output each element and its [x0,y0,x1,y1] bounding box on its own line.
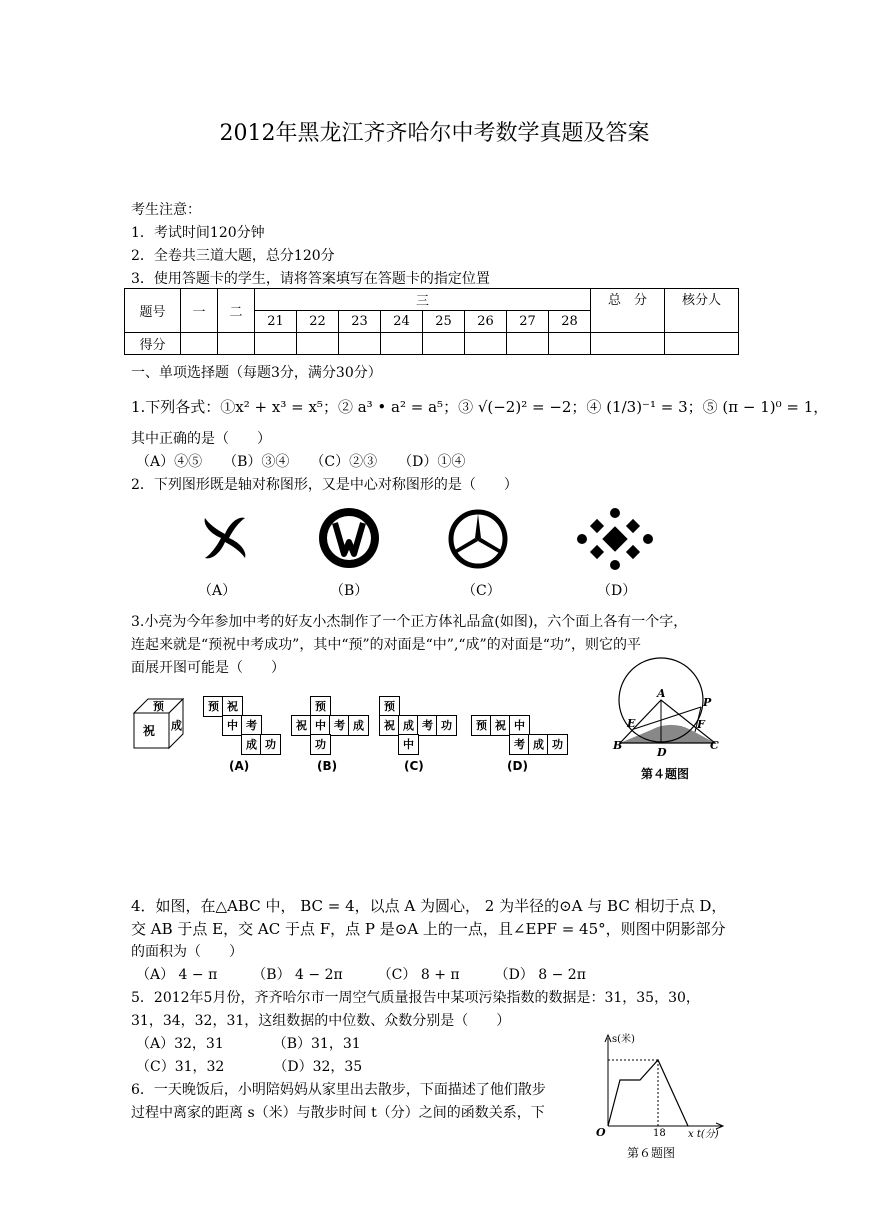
pattern-center-diamond [602,526,627,551]
sub-22: 22 [297,311,339,333]
figure-6-caption: 第６题图 [627,1146,676,1160]
net-cell: 中 [222,715,243,736]
pattern-dot [643,534,653,544]
cube-front-char: 祝 [143,724,156,738]
net-cell: 成 [528,734,549,755]
header-tihao: 题号 [125,289,181,333]
x-axis-label: x t(分) [688,1129,719,1140]
label-f: F [697,718,705,731]
q4-line-2: 交 AB 于点 E，交 AC 于点 F，点 P 是⊙A 上的一点，且∠EPF = 45°，则图中阴影部分 [131,920,726,938]
section-1-heading: 一、单项选择题（每题3分，满分30分） [131,365,382,381]
header-san: 三 [255,289,591,311]
header-check: 核分人 [665,289,739,333]
net-cell: 预 [310,696,331,717]
net-cell: 中 [509,715,530,736]
pinwheel-blade [205,538,225,558]
score-cell [218,333,255,355]
notice-item-2: 2．全卷共三道大题，总分120分 [131,248,335,264]
score-cell [255,333,297,355]
pinwheel-figure-a [190,508,260,568]
notice-item-1: 1．考试时间120分钟 [131,225,265,241]
mercedes-star-figure-c [443,508,513,570]
pattern-diamond [590,545,604,559]
label-a: A [657,687,666,700]
header-yi: 一 [181,289,218,333]
net-label-c: (C) [404,759,424,773]
sub-23: 23 [339,311,381,333]
figure-4-circle-triangle [610,655,730,767]
net-cell: 成 [241,734,262,755]
gift-cube-figure [131,696,187,750]
page-title: 2012年黑龙江齐齐哈尔中考数学真题及答案 [219,121,650,146]
cube-top-char: 预 [153,700,164,713]
distance-curve [608,1060,688,1126]
net-cell: 功 [260,734,281,755]
score-cell [665,333,739,355]
net-cell: 考 [417,715,438,736]
score-cell [507,333,549,355]
sub-28: 28 [549,311,591,333]
net-cell: 祝 [379,715,400,736]
figure-4-caption: 第４题图 [641,767,690,781]
mercedes-arm [475,514,481,541]
net-cell: 祝 [291,715,312,736]
sub-26: 26 [465,311,507,333]
score-table [124,288,739,355]
net-label-a: (A) [229,759,250,773]
row-defen: 得分 [125,333,181,355]
q4-line-3: 的面积为（ ） [131,944,243,960]
net-cell: 预 [379,696,400,717]
vw-inner-disc [327,516,371,560]
header-er: 二 [218,289,255,333]
cube-side-char: 成 [171,719,182,732]
tick-label-18: 18 [653,1128,666,1139]
pattern-dot [610,560,620,570]
net-label-b: (B) [317,759,338,773]
score-cell [549,333,591,355]
q3-line-3: 面展开图可能是（ ） [131,660,285,676]
score-cell [339,333,381,355]
pinwheel-blade [205,518,225,538]
figure-6-distance-time-graph [592,1028,732,1144]
label-c: C [710,739,719,752]
net-label-d: (D) [507,759,528,773]
diamond-pattern-figure-d [572,505,658,575]
q4-line-1: 4．如图，在△ABC 中， BC = 4，以点 A 为圆心， 2 为半径的⊙A 与 BC 相切于点 D， [131,897,727,915]
q1-options: （A）④⑤ （B）③④ （C）②③ （D）①④ [136,454,466,470]
notice-heading: 考生注意： [131,202,201,218]
q6-line-2: 过程中离家的距离 s（米）与散步时间 t（分）之间的函数关系，下 [131,1105,545,1121]
y-axis-label: s(米) [612,1034,635,1045]
q2-label-c: （C） [462,583,501,599]
pattern-dot [577,534,587,544]
q5-options-1: （A）32，31 （B）31，31 [136,1036,361,1052]
sub-24: 24 [381,311,423,333]
net-cell: 成 [348,715,369,736]
q3-line-2: 连起来就是“预祝中考成功”，其中“预”的对面是“中”,“成”的对面是“功”，则它的平 [131,637,642,653]
net-cell: 中 [398,734,419,755]
net-cell: 祝 [222,696,243,717]
score-cell [423,333,465,355]
net-cell: 功 [547,734,568,755]
pinwheel-blade [225,538,245,558]
pattern-diamond [626,519,640,533]
q1-stem: 1.下列各式：①x² + x³ = x⁵；② a³ • a² = a⁵；③ √(−2)² = −2；④ (1/3)⁻¹ = 3；⑤ (π − 1)⁰ = 1， [131,398,829,416]
net-cell: 成 [398,715,419,736]
q2-stem: 2．下列图形既是轴对称图形，又是中心对称图形的是（ ） [131,477,518,493]
net-cell: 祝 [490,715,511,736]
net-cell: 中 [310,715,331,736]
q2-label-d: （D） [597,583,637,599]
score-cell [381,333,423,355]
q5-options-2: （C）31，32 （D）32，35 [136,1059,363,1075]
net-cell: 功 [310,734,331,755]
q3-line-1: 3.小亮为今年参加中考的好友小杰制作了一个正方体礼品盒(如图)，六个面上各有一个字， [131,614,688,630]
net-cell: 预 [471,715,492,736]
score-cell [465,333,507,355]
header-total: 总 分 [591,289,665,333]
pinwheel-blade [225,518,245,538]
net-cell: 考 [329,715,350,736]
origin-label: O [596,1126,606,1139]
label-b: B [613,739,623,752]
pattern-diamond [626,545,640,559]
label-e: E [627,717,636,730]
notice-item-3: 3．使用答题卡的学生，请将答案填写在答题卡的指定位置 [131,271,490,287]
net-cell: 功 [436,715,457,736]
q1-stem-2: 其中正确的是（ ） [131,431,271,447]
q5-line-2: 31，34，32，31，这组数据的中位数、众数分别是（ ） [131,1013,511,1029]
q4-options: （A） 4 − π （B） 4 − 2π （C） 8 + π （D） 8 − 2π [136,967,586,983]
sub-25: 25 [423,311,465,333]
vw-logo-figure-b [314,506,384,570]
label-d: D [657,746,667,759]
pattern-diamond [590,519,604,533]
net-cell: 考 [509,734,530,755]
q6-line-1: 6．一天晚饭后，小明陪妈妈从家里出去散步，下面描述了他们散步 [131,1082,546,1098]
q2-label-a: （A） [198,583,237,599]
sub-27: 27 [507,311,549,333]
q2-label-b: （B） [330,583,369,599]
label-p: P [703,696,712,709]
net-cell: 考 [241,715,262,736]
score-cell [591,333,665,355]
score-cell [297,333,339,355]
pattern-dot [610,508,620,518]
q5-line-1: 5．2012年5月份，齐齐哈尔市一周空气质量报告中某项污染指数的数据是：31，35，30， [131,990,700,1006]
mercedes-arm [455,538,478,553]
mercedes-arm [478,538,501,553]
sub-21: 21 [255,311,297,333]
net-cell: 预 [203,696,224,717]
score-cell [181,333,218,355]
